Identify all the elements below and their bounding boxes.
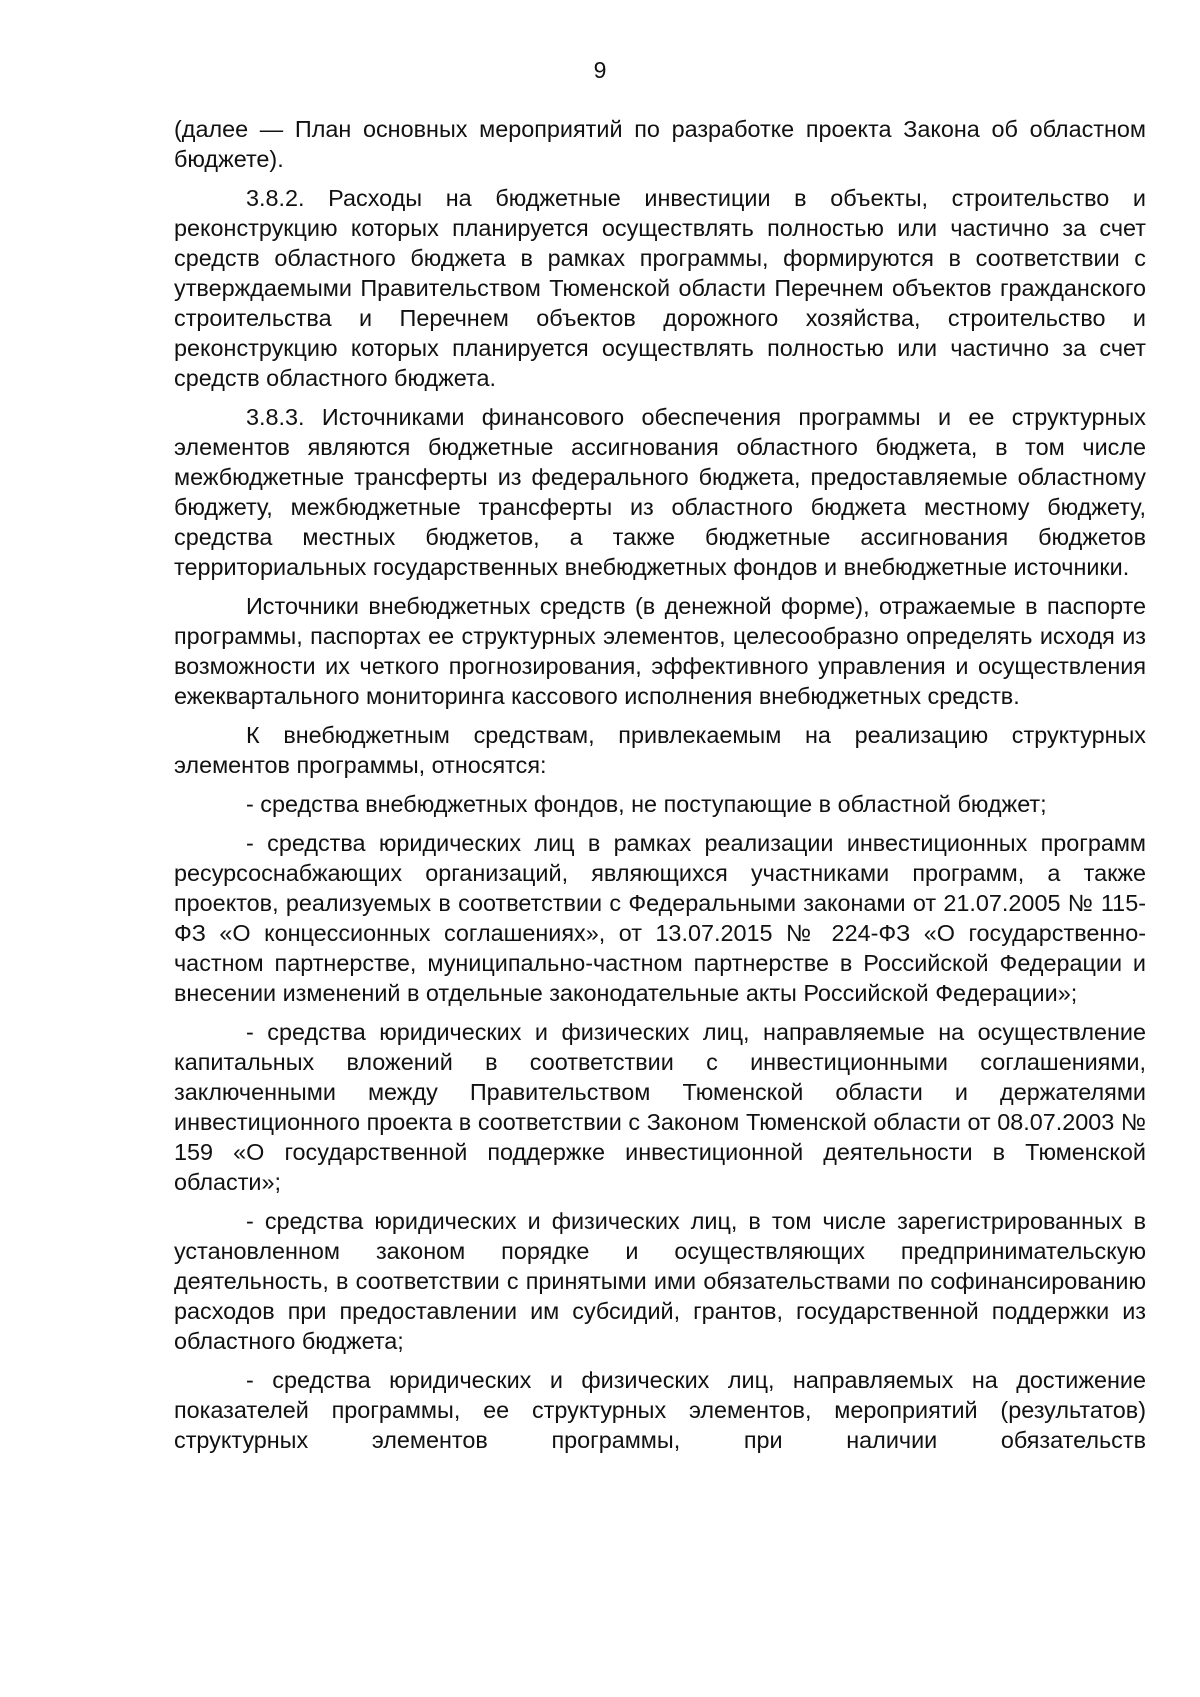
- paragraph-extrabudgetary-sources: Источники внебюджетных средств (в денежной форме), отражаемые в паспорте программы, паспортах ее структурных элементов, целесообразно определять исходя из возможности их четкого прогнозирования, эффективного управления и осуществления ежеквартального мониторинга кассового исполнения внебюджетных средств.: [174, 593, 1146, 709]
- page-number: 9: [593, 57, 607, 83]
- paragraph-3-8-3: 3.8.3. Источниками финансового обеспечения программы и ее структурных элементов являются бюджетные ассигнования областного бюджета, в том числе межбюджетные трансферты из федерального бюджета, предоставляемые областному бюджету, межбюджетные трансферты из областного бюджета местному бюджету, средства местных бюджетов, а также бюджетные ассигнования бюджетов территориальных государственных внебюджетных фондов и внебюджетные источники.: [174, 404, 1146, 580]
- list-item-legal-entities-investment-programs: - средства юридических лиц в рамках реализации инвестиционных программ ресурсоснабжающих организаций, являющихся участниками программ, а также проектов, реализуемых в соответствии с Федеральными законами от 21.07.2005 № 115-ФЗ «О концессионных соглашениях», от 13.07.2015 № 224-ФЗ «О государственно-частном партнерстве, муниципально-частном партнерстве в Российской Федерации и внесении изменений в отдельные законодательные акты Российской Федерации»;: [174, 830, 1146, 1006]
- paragraph-extrabudgetary-funds-intro: К внебюджетным средствам, привлекаемым на реализацию структурных элементов программы, относятся:: [174, 722, 1146, 778]
- list-item-program-indicators: - средства юридических и физических лиц, направляемых на достижение показателей программы, ее структурных элементов, мероприятий (результатов) структурных элементов программы, при наличии обязательств: [174, 1367, 1146, 1453]
- list-item-capital-investments: - средства юридических и физических лиц, направляемые на осуществление капитальных вложений в соответствии с инвестиционными соглашениями, заключенными между Правительством Тюменской области и держателями инвестиционного проекта в соответствии с Законом Тюменской области от 08.07.2003 № 159 «О государственной поддержке инвестиционной деятельности в Тюменской области»;: [174, 1019, 1146, 1195]
- list-item-cofinancing: - средства юридических и физических лиц, в том числе зарегистрированных в установленном законом порядке и осуществляющих предпринимательскую деятельность, в соответствии с принятыми ими обязательствами по софинансированию расходов при предоставлении им субсидий, грантов, государственной поддержки из областного бюджета;: [174, 1208, 1146, 1354]
- paragraph-3-8-2: 3.8.2. Расходы на бюджетные инвестиции в объекты, строительство и реконструкцию которых планируется осуществлять полностью или частично за счет средств областного бюджета в рамках программы, формируются в соответствии с утверждаемыми Правительством Тюменской области Перечнем объектов гражданского строительства и Перечнем объектов дорожного хозяйства, строительство и реконструкцию которых планируется осуществлять полностью или частично за счет средств областного бюджета.: [174, 185, 1146, 391]
- document-body: [174, 114, 1146, 1464]
- list-item-extrabudgetary-funds: - средства внебюджетных фондов, не поступающие в областной бюджет;: [246, 791, 1047, 817]
- paragraph-continuation: (далее — План основных мероприятий по разработке проекта Закона об областном бюджете).: [174, 116, 1146, 172]
